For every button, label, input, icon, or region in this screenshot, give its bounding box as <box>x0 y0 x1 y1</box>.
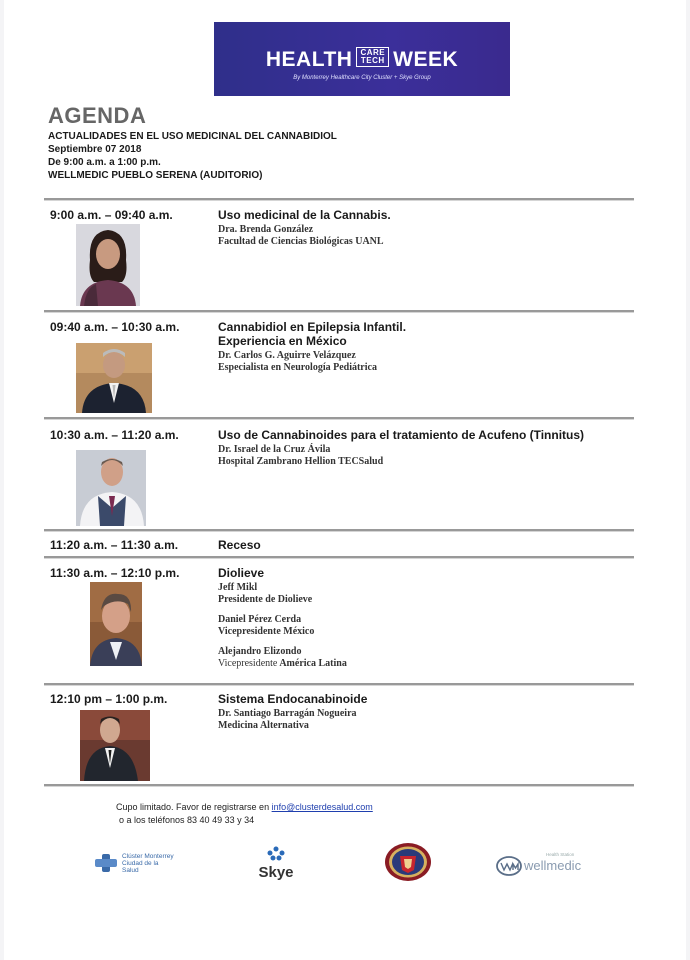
speaker-name: Daniel Pérez Cerda <box>218 614 302 625</box>
session-title: Uso de Cannabinoides para el tratamiento de Acufeno (Tinnitus) <box>218 428 585 442</box>
event-meta <box>48 130 337 182</box>
cluster-logo-line-1: Clúster Monterrey <box>122 853 174 860</box>
speaker-affiliation: Facultad de Ciencias Biológicas UANL <box>218 236 384 247</box>
speaker-portrait-icon <box>76 450 146 526</box>
uanl-seal-logo <box>384 842 432 882</box>
speaker-photo <box>76 224 140 306</box>
speaker-affiliation: Vicepresidente México <box>218 626 315 637</box>
session-time: 9:00 a.m. – 09:40 a.m. <box>50 208 173 222</box>
cluster-monterrey-logo <box>94 852 204 876</box>
divider <box>44 198 634 200</box>
divider <box>44 417 634 419</box>
session-time: 11:30 a.m. – 12:10 p.m. <box>50 566 180 580</box>
divider <box>44 556 634 558</box>
speaker-portrait-icon <box>80 710 150 781</box>
session-title: Sistema Endocanabinoide <box>218 692 368 706</box>
skye-logo-text: Skye <box>258 864 294 881</box>
wellmedic-tagline: Health Station <box>546 852 575 857</box>
banner-title-mid <box>356 47 389 67</box>
session-time: 12:10 pm – 1:00 p.m. <box>50 692 168 706</box>
session-speakers <box>218 444 383 468</box>
registration-line-1 <box>116 801 373 814</box>
speaker-name: Dr. Santiago Barragán Nogueira <box>218 708 357 719</box>
wellmedic-logo-text: wellmedic <box>524 858 582 873</box>
session-title <box>218 320 406 348</box>
banner-byline: By Monterrey Healthcare City Cluster + Skye Group <box>293 75 431 81</box>
health-care-tech-week-banner <box>214 22 510 96</box>
session-title-line-2: Experiencia en México <box>218 334 347 348</box>
skye-logo <box>250 846 302 886</box>
session-time: 10:30 a.m. – 11:20 a.m. <box>50 428 179 442</box>
session-title-line-1: Cannabidiol en Epilepsia Infantil. <box>218 320 407 334</box>
role-suffix: América Latina <box>279 658 347 669</box>
event-hours: De 9:00 a.m. a 1:00 p.m. <box>48 157 161 168</box>
speaker-photo <box>76 343 152 413</box>
event-date: Septiembre 07 2018 <box>48 144 142 155</box>
speaker-affiliation: Medicina Alternativa <box>218 720 309 731</box>
speaker-photo <box>76 450 146 526</box>
cluster-logo-text <box>122 853 174 874</box>
divider <box>44 683 634 685</box>
registration-note <box>116 801 373 827</box>
spacer <box>218 638 347 646</box>
session-speakers <box>218 224 384 248</box>
session-speakers <box>218 350 377 374</box>
speaker-affiliation: Presidente de Diolieve <box>218 594 313 605</box>
session-speakers <box>218 582 347 670</box>
registration-text: Cupo limitado. Favor de registrarse en <box>116 802 270 812</box>
speaker-affiliation <box>218 658 347 670</box>
speaker-photo <box>80 710 150 781</box>
speaker-name: Dra. Brenda González <box>218 224 314 235</box>
banner-title-left: HEALTH <box>265 48 353 71</box>
divider <box>44 310 634 312</box>
session-title: Diolieve <box>218 566 265 580</box>
banner-care: CARE <box>360 48 386 58</box>
event-venue: WELLMEDIC PUEBLO SERENA (AUDITORIO) <box>48 170 263 181</box>
event-subtitle: ACTUALIDADES EN EL USO MEDICINAL DEL CANNABIDIOL <box>48 131 337 142</box>
divider <box>44 784 634 786</box>
session-speakers <box>218 708 357 732</box>
speaker-photo <box>90 582 142 666</box>
session-time: 11:20 a.m. – 11:30 a.m. <box>50 538 179 552</box>
cluster-cross-icon <box>94 852 120 874</box>
role-prefix: Vicepresidente <box>218 658 278 669</box>
session-time: 09:40 a.m. – 10:30 a.m. <box>50 320 180 334</box>
cluster-logo-line-3: Salud <box>122 867 139 874</box>
speaker-portrait-icon <box>90 582 142 666</box>
uanl-seal-icon <box>384 842 432 882</box>
wellmedic-wm-icon <box>496 856 522 876</box>
banner-title-right: WEEK <box>393 48 459 71</box>
banner-tech: TECH <box>360 56 385 66</box>
speaker-name: Dr. Carlos G. Aguirre Velázquez <box>218 350 356 361</box>
spacer <box>218 606 347 614</box>
registration-phones: o a los teléfonos 83 40 49 33 y 34 <box>119 815 255 825</box>
speaker-portrait-icon <box>76 224 140 306</box>
cluster-logo-line-2: Ciudad de la <box>122 860 159 867</box>
speaker-affiliation: Hospital Zambrano Hellion TECSalud <box>218 456 384 467</box>
speaker-affiliation: Especialista en Neurología Pediátrica <box>218 362 377 373</box>
registration-email-link[interactable]: info@clusterdesalud.com <box>271 802 373 812</box>
divider <box>44 529 634 531</box>
speaker-name: Dr. Israel de la Cruz Ávila <box>218 444 331 455</box>
session-title: Uso medicinal de la Cannabis. <box>218 208 391 222</box>
session-title: Receso <box>218 538 261 552</box>
skye-snowflake-icon <box>265 846 287 862</box>
speaker-portrait-icon <box>76 343 152 413</box>
agenda-page <box>4 0 686 960</box>
speaker-name: Jeff Mikl <box>218 582 258 593</box>
speaker-name: Alejandro Elizondo <box>218 646 302 657</box>
banner-title <box>214 48 510 72</box>
agenda-heading: AGENDA <box>48 103 147 128</box>
wellmedic-logo <box>496 852 592 877</box>
